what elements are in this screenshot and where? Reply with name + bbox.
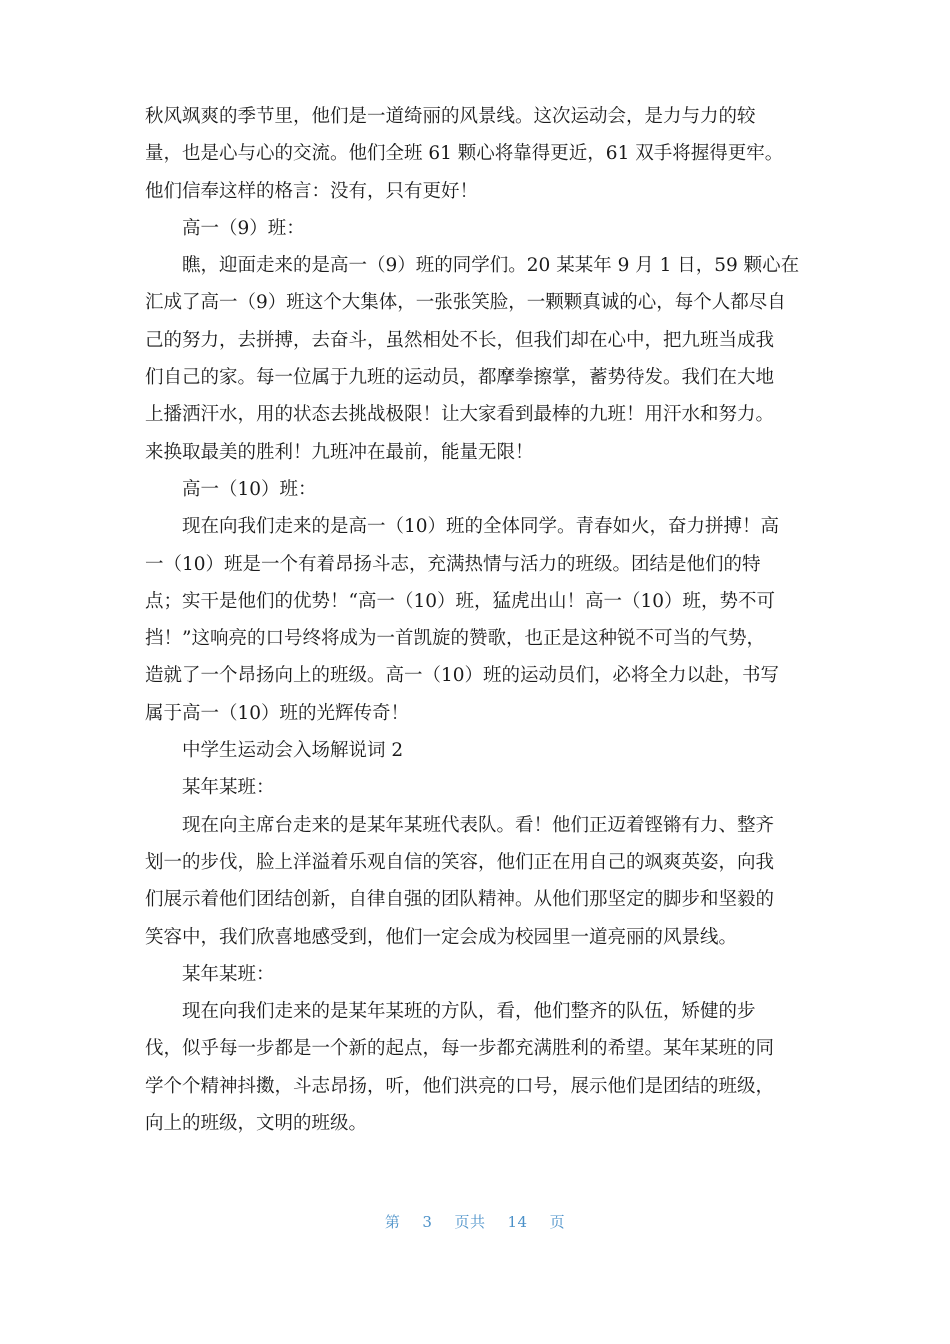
text-line: 们自己的家。每一位属于九班的运动员，都摩拳擦掌，蓄势待发。我们在大地 bbox=[145, 367, 775, 389]
text-line: 高一（9）班： bbox=[182, 217, 305, 239]
text-line: 他们信奉这样的格言：没有，只有更好！ bbox=[145, 180, 479, 202]
text-line: 瞧，迎面走来的是高一（9）班的同学们。20 某某年 9 月 1 日，59 颗心在 bbox=[182, 255, 800, 277]
footer-prefix: 第 bbox=[384, 1213, 401, 1231]
text-line: 造就了一个昂扬向上的班级。高一（10）班的运动员们，必将全力以赴，书写 bbox=[145, 665, 780, 687]
text-line: 高一（10）班： bbox=[182, 478, 317, 500]
text-line: 伐，似乎每一步都是一个新的起点，每一步都充满胜利的希望。某年某班的同 bbox=[145, 1038, 775, 1060]
text-line: 们展示着他们团结创新，自律自强的团队精神。从他们那坚定的脚步和坚毅的 bbox=[145, 889, 775, 911]
text-line: 属于高一（10）班的光辉传奇！ bbox=[145, 702, 410, 724]
text-line: 汇成了高一（9）班这个大集体，一张张笑脸，一颗颗真诚的心，每个人都尽自 bbox=[145, 292, 786, 314]
text-line: 现在向我们走来的是某年某班的方队，看，他们整齐的队伍，矫健的步 bbox=[182, 1001, 756, 1023]
text-line: 学个个精神抖擞，斗志昂扬，听，他们洪亮的口号，展示他们是团结的班级， bbox=[145, 1075, 775, 1097]
text-line: 中学生运动会入场解说词 2 bbox=[182, 740, 404, 762]
footer-total-pages: 14 bbox=[507, 1213, 528, 1231]
text-line: 秋风飒爽的季节里，他们是一道绮丽的风景线。这次运动会，是力与力的较 bbox=[145, 106, 756, 127]
text-line: 挡！”这响亮的口号终将成为一首凯旋的赞歌，也正是这种锐不可当的气势， bbox=[145, 628, 765, 650]
text-line: 点；实干是他们的优势！“高一（10）班，猛虎出山！高一（10）班，势不可 bbox=[145, 590, 776, 612]
text-line: 某年某班： bbox=[182, 963, 275, 985]
document-body bbox=[145, 98, 805, 1142]
footer-suffix: 页 bbox=[549, 1213, 566, 1231]
footer-page-number: 3 bbox=[422, 1213, 433, 1231]
text-line: 某年某班： bbox=[182, 777, 275, 799]
text-line: 现在向我们走来的是高一（10）班的全体同学。青春如火，奋力拼搏！高 bbox=[182, 516, 780, 538]
text-line: 上播洒汗水，用的状态去挑战极限！让大家看到最棒的九班！用汗水和努力。 bbox=[145, 404, 775, 426]
text-line: 划一的步伐，脸上洋溢着乐观自信的笑容，他们正在用自己的飒爽英姿，向我 bbox=[145, 851, 775, 873]
text-line: 己的努力，去拼搏，去奋斗，虽然相处不长，但我们却在心中，把九班当成我 bbox=[145, 329, 775, 351]
text-line: 来换取最美的胜利！九班冲在最前，能量无限！ bbox=[145, 441, 534, 463]
footer-middle: 页共 bbox=[454, 1213, 486, 1231]
text-line: 现在向主席台走来的是某年某班代表队。看！他们正迈着铿锵有力、整齐 bbox=[182, 814, 775, 836]
text-line: 一（10）班是一个有着昂扬斗志，充满热情与活力的班级。团结是他们的特 bbox=[145, 553, 761, 575]
page-footer bbox=[0, 1211, 950, 1232]
text-line: 量，也是心与心的交流。他们全班 61 颗心将靠得更近，61 双手将握得更牢。 bbox=[145, 143, 784, 165]
text-line: 向上的班级，文明的班级。 bbox=[145, 1113, 368, 1135]
text-line: 笑容中，我们欣喜地感受到，他们一定会成为校园里一道亮丽的风景线。 bbox=[145, 926, 738, 948]
